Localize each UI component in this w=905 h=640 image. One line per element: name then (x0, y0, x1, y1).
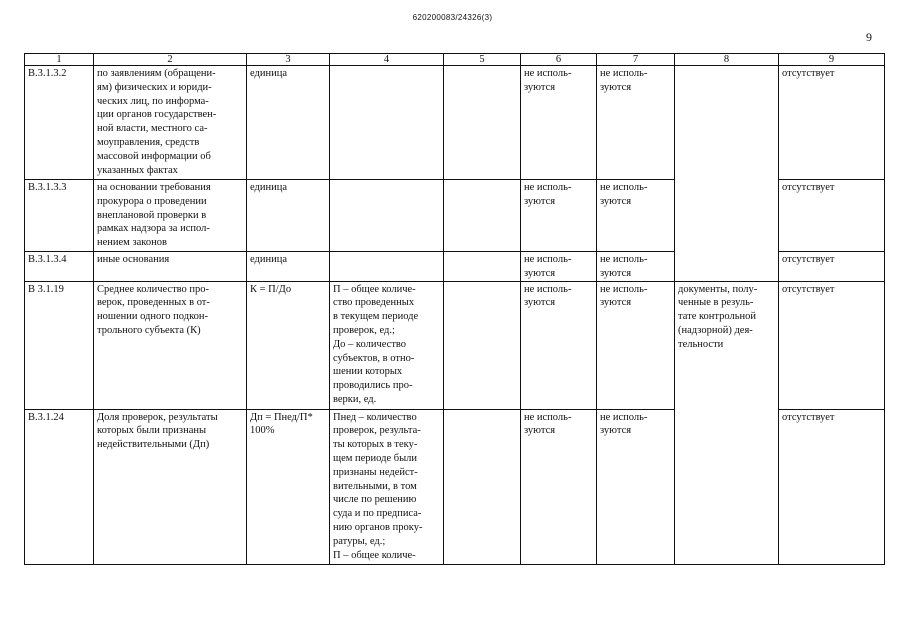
unit-cell: К = П/До (247, 281, 330, 409)
column-6-cell: не исполь- зуются (521, 281, 597, 409)
column-6-cell: не исполь- зуются (521, 252, 597, 282)
formula-description-cell (330, 66, 444, 180)
formula-description-cell (330, 180, 444, 252)
unit-cell: единица (247, 180, 330, 252)
status-cell: отсутствует (779, 281, 885, 409)
column-number-row (25, 54, 885, 66)
indicator-name-cell: иные основания (94, 252, 247, 282)
status-cell: отсутствует (779, 252, 885, 282)
page-number: 9 (866, 30, 872, 44)
indicator-name-cell: на основании требования прокурора о проведении внеплановой проверки в рамках надзора за испол- нением законов (94, 180, 247, 252)
status-cell: отсутствует (779, 66, 885, 180)
column-6-cell: не исполь- зуются (521, 409, 597, 564)
unit-cell: единица (247, 66, 330, 180)
formula-description-cell (330, 252, 444, 282)
table-row (25, 66, 885, 180)
document-header-code: 620200083/24326(3) (412, 13, 493, 22)
unit-cell: единица (247, 252, 330, 282)
column-5-cell (444, 66, 521, 180)
column-header: 6 (521, 54, 597, 66)
column-7-cell: не исполь- зуются (597, 180, 675, 252)
indicator-name-cell: Доля проверок, результаты которых были признаны недействительными (Дп) (94, 409, 247, 564)
table-row (25, 281, 885, 409)
indicators-table (24, 53, 885, 565)
column-6-cell: не исполь- зуются (521, 66, 597, 180)
column-header: 1 (25, 54, 94, 66)
column-7-cell: не исполь- зуются (597, 66, 675, 180)
column-header: 8 (675, 54, 779, 66)
column-header: 5 (444, 54, 521, 66)
formula-description-cell: П – общее количе- ство проведенных в текущем периоде проверок, ед.; До – количество субъектов, в отно- шении которых проводились про- верки, ед. (330, 281, 444, 409)
indicator-code-cell: В 3.1.19 (25, 281, 94, 409)
indicator-name-cell: Среднее количество про- верок, проведенных в от- ношении одного подкон- трольного субъекта (К) (94, 281, 247, 409)
column-header: 4 (330, 54, 444, 66)
column-header: 2 (94, 54, 247, 66)
indicator-name-cell: по заявлениям (обращени- ям) физических и юриди- ческих лиц, по информа- ции органов государствен- ной власти, местного са- моуправления, средств массовой информации об указанных фактах (94, 66, 247, 180)
column-header: 3 (247, 54, 330, 66)
column-5-cell (444, 252, 521, 282)
formula-description-cell: Пнед – количество проверок, результа- ты которых в теку- щем периоде были признаны недейст- вительными, в том числе по решению суда и по предписа- нию органов проку- ратуры, ед.; П – общее количе- (330, 409, 444, 564)
indicator-code-cell: В.3.1.24 (25, 409, 94, 564)
indicator-code-cell: В.3.1.3.3 (25, 180, 94, 252)
column-5-cell (444, 180, 521, 252)
indicator-code-cell: В.3.1.3.2 (25, 66, 94, 180)
column-5-cell (444, 281, 521, 409)
status-cell: отсутствует (779, 180, 885, 252)
column-header: 7 (597, 54, 675, 66)
status-cell: отсутствует (779, 409, 885, 564)
column-7-cell: не исполь- зуются (597, 281, 675, 409)
source-documents-cell: документы, полу- ченные в резуль- тате контрольной (надзорной) дея- тельности (675, 281, 779, 564)
column-7-cell: не исполь- зуются (597, 252, 675, 282)
column-header: 9 (779, 54, 885, 66)
column-6-cell: не исполь- зуются (521, 180, 597, 252)
column-5-cell (444, 409, 521, 564)
indicator-code-cell: В.3.1.3.4 (25, 252, 94, 282)
column-8-blank-cell (675, 66, 779, 282)
column-7-cell: не исполь- зуются (597, 409, 675, 564)
unit-cell: Дп = Пнед/П* 100% (247, 409, 330, 564)
